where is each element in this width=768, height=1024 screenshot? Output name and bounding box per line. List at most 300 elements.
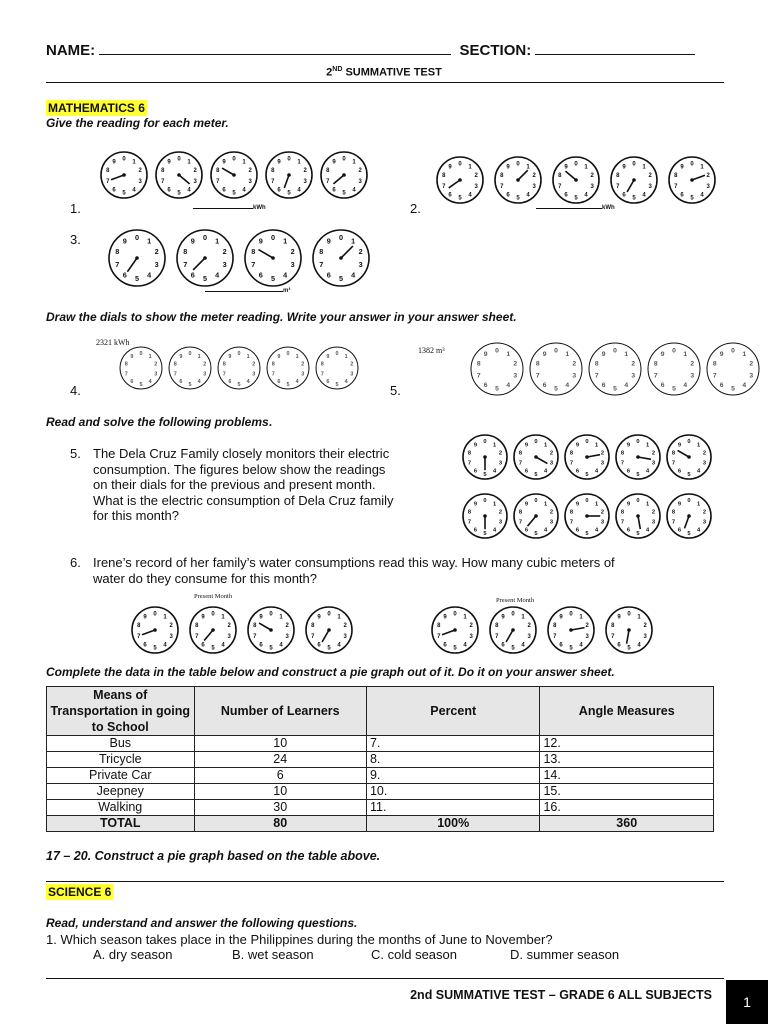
svg-text:1: 1 bbox=[584, 164, 588, 171]
svg-text:4: 4 bbox=[295, 379, 299, 386]
svg-text:9: 9 bbox=[326, 353, 330, 360]
transportation-table bbox=[46, 686, 714, 832]
svg-text:7: 7 bbox=[442, 183, 446, 190]
svg-text:8: 8 bbox=[535, 360, 540, 368]
svg-text:3: 3 bbox=[706, 183, 710, 190]
svg-text:2: 2 bbox=[702, 450, 707, 457]
svg-text:5: 5 bbox=[554, 385, 558, 393]
svg-text:7: 7 bbox=[535, 372, 540, 380]
svg-text:2: 2 bbox=[549, 450, 554, 457]
footer-rule bbox=[46, 978, 724, 979]
svg-text:5: 5 bbox=[613, 385, 617, 393]
meter-dial bbox=[667, 155, 717, 205]
svg-text:0: 0 bbox=[574, 161, 578, 168]
svg-text:4: 4 bbox=[624, 382, 629, 390]
svg-text:6: 6 bbox=[524, 527, 529, 534]
meter-dial bbox=[665, 492, 713, 540]
svg-text:2: 2 bbox=[513, 360, 518, 368]
name-label: NAME: bbox=[46, 42, 96, 59]
meter-dial bbox=[551, 155, 601, 205]
meter-dial bbox=[265, 345, 311, 391]
svg-text:7: 7 bbox=[620, 460, 625, 467]
svg-text:4: 4 bbox=[645, 468, 650, 475]
table-cell[interactable]: 9. bbox=[366, 768, 540, 784]
table-cell: 100% bbox=[366, 816, 540, 832]
svg-text:8: 8 bbox=[253, 623, 257, 630]
meter-dial bbox=[469, 341, 525, 397]
svg-text:4: 4 bbox=[521, 642, 525, 649]
svg-text:4: 4 bbox=[742, 382, 747, 390]
svg-text:8: 8 bbox=[216, 168, 220, 175]
svg-text:9: 9 bbox=[660, 350, 665, 358]
meter-dial bbox=[461, 433, 509, 481]
svg-text:8: 8 bbox=[518, 509, 523, 516]
svg-text:5: 5 bbox=[627, 645, 631, 652]
choice-a[interactable]: A. dry season bbox=[93, 947, 173, 962]
svg-text:4: 4 bbox=[642, 192, 646, 199]
svg-text:2: 2 bbox=[248, 168, 252, 175]
table-cell[interactable]: 13. bbox=[540, 752, 714, 768]
svg-text:2: 2 bbox=[590, 173, 594, 180]
table-cell[interactable]: 11. bbox=[366, 800, 540, 816]
svg-text:5: 5 bbox=[134, 274, 140, 284]
svg-text:1: 1 bbox=[579, 614, 583, 621]
svg-text:2: 2 bbox=[600, 450, 605, 457]
svg-text:2: 2 bbox=[702, 509, 707, 516]
table-cell[interactable]: 8. bbox=[366, 752, 540, 768]
svg-text:0: 0 bbox=[636, 498, 640, 505]
svg-text:7: 7 bbox=[467, 460, 472, 467]
svg-text:9: 9 bbox=[483, 350, 488, 358]
svg-text:5: 5 bbox=[232, 190, 236, 197]
svg-text:2: 2 bbox=[690, 360, 695, 368]
svg-text:4: 4 bbox=[696, 468, 701, 475]
svg-text:3: 3 bbox=[648, 183, 652, 190]
svg-text:6: 6 bbox=[448, 192, 452, 199]
svg-text:5: 5 bbox=[338, 274, 344, 284]
reading-4-label: 2321 kWh bbox=[96, 338, 130, 347]
svg-text:6: 6 bbox=[277, 187, 281, 194]
meter-dial bbox=[107, 228, 167, 288]
svg-text:4: 4 bbox=[506, 382, 511, 390]
table-cell: TOTAL bbox=[47, 816, 195, 832]
svg-text:2: 2 bbox=[648, 173, 652, 180]
meter-dial bbox=[175, 228, 235, 288]
svg-text:3: 3 bbox=[474, 183, 478, 190]
svg-text:8: 8 bbox=[183, 247, 188, 257]
svg-text:0: 0 bbox=[134, 232, 140, 242]
table-cell[interactable]: 14. bbox=[540, 768, 714, 784]
svg-text:5: 5 bbox=[122, 190, 126, 197]
svg-text:5: 5 bbox=[574, 195, 578, 202]
svg-text:1: 1 bbox=[344, 353, 348, 360]
svg-text:2: 2 bbox=[290, 247, 295, 257]
svg-text:8: 8 bbox=[311, 623, 315, 630]
instruction-read-solve bbox=[46, 415, 272, 429]
svg-text:5: 5 bbox=[632, 195, 636, 202]
svg-text:3: 3 bbox=[248, 178, 252, 185]
svg-text:9: 9 bbox=[443, 614, 447, 621]
svg-text:4: 4 bbox=[543, 468, 548, 475]
svg-text:6: 6 bbox=[601, 382, 606, 390]
svg-text:7: 7 bbox=[553, 633, 557, 640]
svg-text:1: 1 bbox=[283, 236, 288, 246]
svg-text:4: 4 bbox=[637, 642, 641, 649]
meter-dial bbox=[430, 605, 480, 655]
svg-text:9: 9 bbox=[277, 159, 281, 166]
svg-text:0: 0 bbox=[632, 161, 636, 168]
svg-text:9: 9 bbox=[680, 164, 684, 171]
svg-text:8: 8 bbox=[271, 361, 275, 368]
svg-text:9: 9 bbox=[228, 353, 232, 360]
svg-text:1: 1 bbox=[543, 442, 548, 449]
table-cell: 24 bbox=[194, 752, 366, 768]
svg-text:2: 2 bbox=[643, 623, 647, 630]
meter-dial bbox=[604, 605, 654, 655]
svg-text:0: 0 bbox=[342, 156, 346, 163]
meter-dial bbox=[563, 433, 611, 481]
svg-text:0: 0 bbox=[270, 232, 276, 242]
svg-text:6: 6 bbox=[719, 382, 724, 390]
svg-text:0: 0 bbox=[122, 156, 126, 163]
svg-text:1: 1 bbox=[594, 442, 599, 449]
choice-d[interactable]: D. summer season bbox=[510, 947, 620, 962]
svg-text:6: 6 bbox=[680, 192, 684, 199]
svg-text:2: 2 bbox=[706, 173, 710, 180]
svg-text:7: 7 bbox=[195, 633, 199, 640]
svg-text:8: 8 bbox=[569, 509, 574, 516]
svg-text:7: 7 bbox=[161, 178, 165, 185]
svg-text:1: 1 bbox=[624, 350, 629, 358]
svg-text:0: 0 bbox=[516, 161, 520, 168]
table-cell[interactable]: 10. bbox=[366, 784, 540, 800]
svg-text:9: 9 bbox=[222, 159, 226, 166]
svg-text:4: 4 bbox=[492, 527, 497, 534]
svg-text:7: 7 bbox=[616, 183, 620, 190]
meter-dial bbox=[546, 605, 596, 655]
svg-text:7: 7 bbox=[712, 372, 717, 380]
name-field[interactable] bbox=[99, 54, 451, 55]
svg-text:4: 4 bbox=[645, 527, 650, 534]
svg-text:4: 4 bbox=[246, 379, 250, 386]
table-header: Means of Transportation in going to School bbox=[47, 687, 195, 736]
table-cell: 360 bbox=[540, 816, 714, 832]
svg-text:2: 2 bbox=[222, 247, 227, 257]
svg-text:4: 4 bbox=[543, 527, 548, 534]
svg-text:0: 0 bbox=[483, 439, 487, 446]
svg-text:1: 1 bbox=[463, 614, 467, 621]
meter-dial bbox=[209, 150, 259, 200]
svg-text:6: 6 bbox=[317, 642, 321, 649]
svg-text:5: 5 bbox=[286, 382, 290, 389]
math-subject bbox=[46, 99, 147, 117]
svg-text:1: 1 bbox=[221, 614, 225, 621]
svg-text:0: 0 bbox=[687, 439, 691, 446]
meter-dial bbox=[563, 492, 611, 540]
svg-text:3: 3 bbox=[252, 371, 256, 378]
science-question-1: 1. Which season takes place in the Philippines during the months of June to November? bbox=[46, 932, 553, 947]
svg-text:3: 3 bbox=[513, 372, 518, 380]
svg-text:6: 6 bbox=[564, 192, 568, 199]
meter-dial bbox=[665, 433, 713, 481]
meter-dial bbox=[493, 155, 543, 205]
svg-text:4: 4 bbox=[683, 382, 688, 390]
svg-text:5: 5 bbox=[211, 645, 215, 652]
svg-text:0: 0 bbox=[287, 156, 291, 163]
table-cell: 10 bbox=[194, 784, 366, 800]
svg-text:8: 8 bbox=[620, 509, 625, 516]
problem-5-line: for this month? bbox=[93, 508, 179, 523]
svg-text:8: 8 bbox=[476, 360, 481, 368]
svg-text:4: 4 bbox=[337, 642, 341, 649]
svg-text:1: 1 bbox=[637, 614, 641, 621]
table-cell: Private Car bbox=[47, 768, 195, 784]
item-1-answer bbox=[193, 200, 266, 211]
svg-text:1: 1 bbox=[147, 236, 152, 246]
svg-text:3: 3 bbox=[343, 633, 347, 640]
svg-text:6: 6 bbox=[575, 527, 580, 534]
svg-text:7: 7 bbox=[437, 633, 441, 640]
svg-text:6: 6 bbox=[626, 527, 631, 534]
svg-text:2: 2 bbox=[350, 361, 354, 368]
svg-text:7: 7 bbox=[326, 178, 330, 185]
svg-text:3: 3 bbox=[498, 519, 503, 526]
item-5-number: 5. bbox=[390, 383, 401, 398]
svg-text:3: 3 bbox=[285, 633, 289, 640]
svg-text:2: 2 bbox=[498, 509, 503, 516]
svg-text:4: 4 bbox=[579, 642, 583, 649]
svg-text:4: 4 bbox=[163, 642, 167, 649]
svg-text:4: 4 bbox=[221, 642, 225, 649]
svg-text:0: 0 bbox=[627, 611, 631, 618]
svg-text:3: 3 bbox=[138, 178, 142, 185]
svg-text:8: 8 bbox=[558, 173, 562, 180]
svg-text:6: 6 bbox=[443, 642, 447, 649]
svg-text:1: 1 bbox=[163, 614, 167, 621]
table-cell[interactable]: 15. bbox=[540, 784, 714, 800]
svg-text:7: 7 bbox=[569, 460, 574, 467]
svg-text:8: 8 bbox=[569, 450, 574, 457]
meter-dial bbox=[614, 492, 662, 540]
svg-text:7: 7 bbox=[500, 183, 504, 190]
svg-text:9: 9 bbox=[575, 442, 580, 449]
svg-text:5: 5 bbox=[483, 530, 487, 537]
science-instruction: Read, understand and answer the following questions. bbox=[46, 916, 358, 930]
svg-text:2: 2 bbox=[572, 360, 577, 368]
instruction-pie-graph: 17 – 20. Construct a pie graph based on the table above. bbox=[46, 849, 381, 863]
section-field[interactable] bbox=[535, 54, 695, 55]
svg-text:7: 7 bbox=[671, 460, 676, 467]
svg-text:6: 6 bbox=[617, 642, 621, 649]
svg-text:5: 5 bbox=[287, 190, 291, 197]
svg-text:1: 1 bbox=[645, 442, 650, 449]
svg-text:0: 0 bbox=[613, 347, 617, 355]
svg-text:4: 4 bbox=[132, 187, 136, 194]
svg-text:6: 6 bbox=[190, 270, 195, 280]
svg-text:1: 1 bbox=[506, 350, 511, 358]
table-cell: 80 bbox=[194, 816, 366, 832]
item-4-number: 4. bbox=[70, 383, 81, 398]
meter-dial bbox=[705, 341, 761, 397]
svg-text:8: 8 bbox=[326, 168, 330, 175]
svg-text:8: 8 bbox=[442, 173, 446, 180]
table-cell[interactable]: 7. bbox=[366, 736, 540, 752]
svg-text:3: 3 bbox=[702, 460, 707, 467]
svg-text:8: 8 bbox=[671, 450, 676, 457]
svg-text:6: 6 bbox=[473, 527, 478, 534]
svg-text:6: 6 bbox=[473, 468, 478, 475]
svg-text:8: 8 bbox=[594, 360, 599, 368]
svg-text:2: 2 bbox=[585, 623, 589, 630]
item-2-number: 2. bbox=[410, 201, 421, 216]
svg-text:9: 9 bbox=[326, 236, 331, 246]
svg-text:7: 7 bbox=[216, 178, 220, 185]
choice-b[interactable]: B. wet season bbox=[232, 947, 314, 962]
svg-text:4: 4 bbox=[279, 642, 283, 649]
svg-text:6: 6 bbox=[222, 187, 226, 194]
svg-text:4: 4 bbox=[584, 192, 588, 199]
svg-text:7: 7 bbox=[106, 178, 110, 185]
svg-text:5: 5 bbox=[483, 471, 487, 478]
svg-text:9: 9 bbox=[677, 501, 682, 508]
svg-text:3: 3 bbox=[532, 183, 536, 190]
svg-text:1: 1 bbox=[132, 159, 136, 166]
meter-dial bbox=[118, 345, 164, 391]
problem-5-line: on their dials for the previous and present month. bbox=[93, 477, 376, 492]
svg-text:6: 6 bbox=[332, 187, 336, 194]
problem-5-line: The Dela Cruz Family closely monitors their electric bbox=[93, 446, 390, 461]
svg-text:5: 5 bbox=[202, 274, 208, 284]
svg-text:9: 9 bbox=[317, 614, 321, 621]
svg-text:3: 3 bbox=[690, 372, 695, 380]
table-row bbox=[47, 784, 714, 800]
svg-text:5: 5 bbox=[516, 195, 520, 202]
svg-text:1: 1 bbox=[468, 164, 472, 171]
table-cell: Tricycle bbox=[47, 752, 195, 768]
svg-text:8: 8 bbox=[137, 623, 141, 630]
svg-text:3: 3 bbox=[749, 372, 754, 380]
svg-text:3: 3 bbox=[651, 519, 656, 526]
svg-text:7: 7 bbox=[137, 633, 141, 640]
svg-text:8: 8 bbox=[553, 623, 557, 630]
svg-text:1: 1 bbox=[521, 614, 525, 621]
svg-text:4: 4 bbox=[197, 379, 201, 386]
svg-text:1: 1 bbox=[492, 442, 497, 449]
svg-text:7: 7 bbox=[611, 633, 615, 640]
meter-dial bbox=[99, 150, 149, 200]
svg-text:3: 3 bbox=[222, 259, 227, 269]
svg-text:6: 6 bbox=[228, 379, 232, 386]
svg-text:9: 9 bbox=[617, 614, 621, 621]
svg-text:4: 4 bbox=[594, 527, 599, 534]
table-cell: 30 bbox=[194, 800, 366, 816]
svg-text:8: 8 bbox=[500, 173, 504, 180]
meter-dial bbox=[311, 228, 371, 288]
svg-text:3: 3 bbox=[227, 633, 231, 640]
svg-text:1: 1 bbox=[492, 501, 497, 508]
svg-text:1: 1 bbox=[352, 159, 356, 166]
svg-text:8: 8 bbox=[106, 168, 110, 175]
meter-dial bbox=[435, 155, 485, 205]
svg-text:5: 5 bbox=[731, 385, 735, 393]
svg-text:3: 3 bbox=[549, 519, 554, 526]
svg-text:9: 9 bbox=[524, 501, 529, 508]
svg-text:7: 7 bbox=[173, 371, 177, 378]
svg-text:9: 9 bbox=[332, 159, 336, 166]
svg-text:6: 6 bbox=[112, 187, 116, 194]
svg-text:8: 8 bbox=[320, 361, 324, 368]
svg-text:5: 5 bbox=[687, 530, 691, 537]
svg-text:1: 1 bbox=[215, 236, 220, 246]
svg-text:9: 9 bbox=[564, 164, 568, 171]
svg-text:7: 7 bbox=[569, 519, 574, 526]
svg-text:4: 4 bbox=[147, 270, 152, 280]
svg-text:3: 3 bbox=[651, 460, 656, 467]
svg-text:6: 6 bbox=[201, 642, 205, 649]
svg-text:9: 9 bbox=[542, 350, 547, 358]
svg-text:5: 5 bbox=[270, 274, 276, 284]
instruction-read-solve-text: Read and solve the following problems bbox=[46, 415, 269, 429]
table-cell[interactable]: 12. bbox=[540, 736, 714, 752]
svg-text:1: 1 bbox=[337, 614, 341, 621]
svg-text:2: 2 bbox=[227, 623, 231, 630]
science-rule bbox=[46, 881, 724, 882]
svg-text:4: 4 bbox=[283, 270, 288, 280]
svg-text:1: 1 bbox=[696, 442, 701, 449]
svg-text:1: 1 bbox=[543, 501, 548, 508]
table-cell: Bus bbox=[47, 736, 195, 752]
svg-text:2: 2 bbox=[154, 361, 158, 368]
svg-text:5: 5 bbox=[458, 195, 462, 202]
svg-text:2: 2 bbox=[193, 168, 197, 175]
svg-text:2: 2 bbox=[600, 509, 605, 516]
svg-text:2: 2 bbox=[252, 361, 256, 368]
svg-text:9: 9 bbox=[626, 501, 631, 508]
svg-text:9: 9 bbox=[179, 353, 183, 360]
meter-dial bbox=[461, 492, 509, 540]
svg-text:8: 8 bbox=[712, 360, 717, 368]
svg-text:2: 2 bbox=[358, 168, 362, 175]
svg-text:5: 5 bbox=[335, 382, 339, 389]
choice-c[interactable]: C. cold season bbox=[371, 947, 457, 962]
svg-text:4: 4 bbox=[696, 527, 701, 534]
svg-text:1: 1 bbox=[526, 164, 530, 171]
svg-text:4: 4 bbox=[463, 642, 467, 649]
svg-text:8: 8 bbox=[653, 360, 658, 368]
svg-text:3: 3 bbox=[350, 371, 354, 378]
svg-text:9: 9 bbox=[575, 501, 580, 508]
svg-text:4: 4 bbox=[344, 379, 348, 386]
svg-text:2: 2 bbox=[631, 360, 636, 368]
meter-dial bbox=[609, 155, 659, 205]
name-section-header bbox=[46, 42, 695, 59]
svg-text:9: 9 bbox=[473, 442, 478, 449]
svg-text:0: 0 bbox=[232, 156, 236, 163]
table-cell[interactable]: 16. bbox=[540, 800, 714, 816]
meter-dial bbox=[528, 341, 584, 397]
svg-text:0: 0 bbox=[483, 498, 487, 505]
svg-text:8: 8 bbox=[161, 168, 165, 175]
meter-dial bbox=[154, 150, 204, 200]
item-1-unit: kWh bbox=[253, 205, 266, 211]
svg-text:6: 6 bbox=[524, 468, 529, 475]
svg-text:8: 8 bbox=[616, 173, 620, 180]
svg-text:3: 3 bbox=[498, 460, 503, 467]
svg-text:5: 5 bbox=[511, 645, 515, 652]
svg-text:8: 8 bbox=[271, 168, 275, 175]
svg-text:0: 0 bbox=[153, 611, 157, 618]
present-month-label-2: Present Month bbox=[496, 597, 535, 604]
